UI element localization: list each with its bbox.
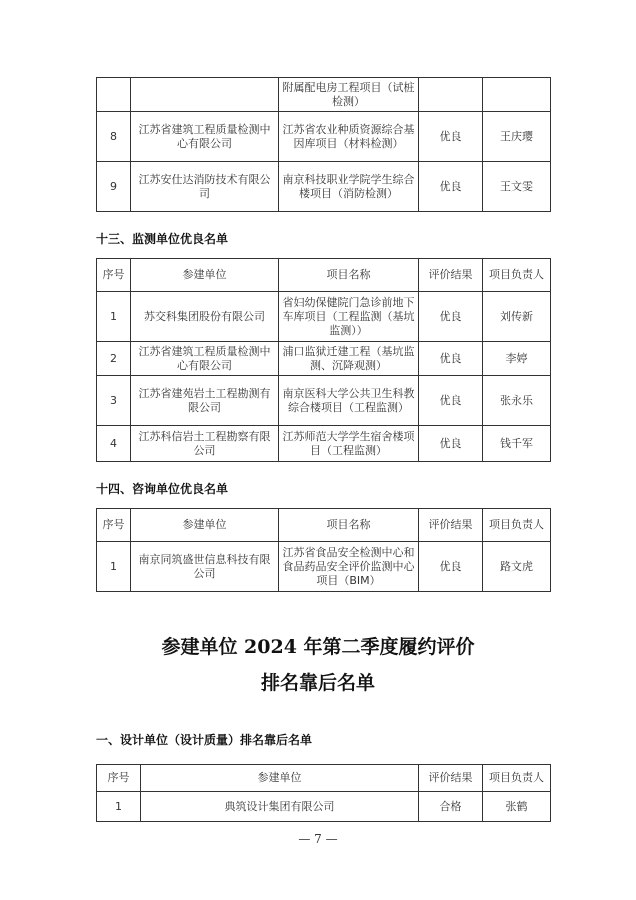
table-row — [97, 542, 551, 592]
project-cell: 江苏省农业种质资源综合基因库项目（材料检测） — [279, 112, 419, 162]
table-row — [97, 162, 551, 212]
row-number: 8 — [97, 112, 131, 162]
section-14-title: 十四、咨询单位优良名单 — [96, 482, 229, 496]
header-lead: 项目负责人 — [483, 765, 551, 792]
header-no: 序号 — [97, 509, 131, 542]
lead-cell: 路文虎 — [483, 542, 551, 592]
row-number: 4 — [97, 426, 131, 462]
table-row — [97, 78, 551, 112]
row-number: 1 — [97, 542, 131, 592]
unit-cell: 江苏科信岩土工程勘察有限公司 — [131, 426, 279, 462]
row-number: 3 — [97, 376, 131, 426]
header-unit: 参建单位 — [131, 509, 279, 542]
result-cell: 合格 — [419, 792, 483, 822]
header-result: 评价结果 — [419, 259, 483, 292]
lead-cell: 王文雯 — [483, 162, 551, 212]
table-header-row — [97, 259, 551, 292]
project-cell: 江苏师范大学学生宿舍楼项目（工程监测） — [279, 426, 419, 462]
header-result: 评价结果 — [419, 765, 483, 792]
table-row — [97, 376, 551, 426]
header-project: 项目名称 — [279, 259, 419, 292]
table-header-row — [97, 765, 551, 792]
lead-cell: 钱千军 — [483, 426, 551, 462]
row-number: 9 — [97, 162, 131, 212]
project-cell: 江苏省食品安全检测中心和食品药品安全评价监测中心项目（BIM） — [279, 542, 419, 592]
unit-cell: 江苏省建苑岩土工程勘测有限公司 — [131, 376, 279, 426]
result-cell: 优良 — [419, 342, 483, 376]
unit-cell: 苏交科集团股份有限公司 — [131, 292, 279, 342]
header-unit: 参建单位 — [131, 259, 279, 292]
lead-cell: 张永乐 — [483, 376, 551, 426]
unit-cell: 典筑设计集团有限公司 — [141, 792, 419, 822]
table-row — [97, 112, 551, 162]
table-row — [97, 292, 551, 342]
result-cell: 优良 — [419, 542, 483, 592]
header-no: 序号 — [97, 765, 141, 792]
lead-cell — [483, 78, 551, 112]
lead-cell: 刘传新 — [483, 292, 551, 342]
project-cell: 浦口监狱迁建工程（基坑监测、沉降观测） — [279, 342, 419, 376]
unit-cell: 江苏安仕达消防技术有限公司 — [131, 162, 279, 212]
project-cell: 南京科技职业学院学生综合楼项目（消防检测） — [279, 162, 419, 212]
header-no: 序号 — [97, 259, 131, 292]
bottom-section-title: 一、设计单位（设计质量）排名靠后名单 — [96, 733, 313, 747]
table-row — [97, 792, 551, 822]
result-cell: 优良 — [419, 426, 483, 462]
header-unit: 参建单位 — [141, 765, 419, 792]
page-number: — 7 — — [298, 832, 338, 846]
lead-cell: 李婷 — [483, 342, 551, 376]
header-result: 评价结果 — [419, 509, 483, 542]
monitoring-units-table — [96, 258, 551, 462]
section-13-title: 十三、监测单位优良名单 — [96, 232, 229, 246]
result-cell: 优良 — [419, 376, 483, 426]
row-number: 2 — [97, 342, 131, 376]
unit-cell: 江苏省建筑工程质量检测中心有限公司 — [131, 342, 279, 376]
header-lead: 项目负责人 — [483, 509, 551, 542]
row-number: 1 — [97, 292, 131, 342]
table-row — [97, 342, 551, 376]
lead-cell: 张鹤 — [483, 792, 551, 822]
unit-cell — [131, 78, 279, 112]
row-number: 1 — [97, 792, 141, 822]
result-cell: 优良 — [419, 292, 483, 342]
unit-cell: 江苏省建筑工程质量检测中心有限公司 — [131, 112, 279, 162]
table-header-row — [97, 509, 551, 542]
header-lead: 项目负责人 — [483, 259, 551, 292]
result-cell: 优良 — [419, 112, 483, 162]
project-cell: 附属配电房工程项目（试桩检测） — [279, 78, 419, 112]
design-units-table — [96, 764, 551, 822]
main-title-line1: 参建单位 2024 年第二季度履约评价 — [161, 636, 475, 658]
project-cell: 省妇幼保健院门急诊前地下车库项目（工程监测（基坑监测）） — [279, 292, 419, 342]
project-cell: 南京医科大学公共卫生科教综合楼项目（工程监测） — [279, 376, 419, 426]
consulting-units-table — [96, 508, 551, 592]
previous-section-table — [96, 77, 551, 212]
row-number — [97, 78, 131, 112]
lead-cell: 王庆璎 — [483, 112, 551, 162]
main-title-line2: 排名靠后名单 — [260, 672, 375, 694]
result-cell: 优良 — [419, 162, 483, 212]
table-row — [97, 426, 551, 462]
unit-cell: 南京同筑盛世信息科技有限公司 — [131, 542, 279, 592]
result-cell — [419, 78, 483, 112]
header-project: 项目名称 — [279, 509, 419, 542]
